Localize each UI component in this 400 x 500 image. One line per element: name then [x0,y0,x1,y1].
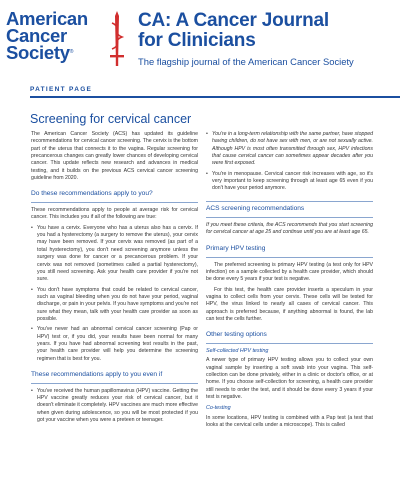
heading-rule [31,202,198,203]
section-heading-primary-hpv: Primary HPV testing [206,244,266,252]
list-item: • You've received the human papillomavirus (HPV) vaccine. Getting the HPV vaccine greatly reduces your risk of cervical cancer, but it doesn't eliminate it completely. HPV vaccines are much more effective when given during adolescence, so you will be most protected if you got your vaccine when you were a preteen or teenager. [31,388,198,425]
sword-caduceus-icon [109,11,125,67]
self-collected-paragraph: A newer type of primary HPV testing allows you to collect your own vaginal sample by inserting a soft swab into your vagina. This self-collection can be done privately, either in a clinic or doctor's office, or at home. If you choose self-collection for screening, a health care provider still needs to order the test, and it should be done every 3 years if your test is negative. [206,357,373,400]
right-column [206,131,373,432]
heading-rule [206,257,373,258]
heading-rule [206,201,373,202]
section-heading-even-if: These recommendations apply to you even if [31,370,163,378]
logo-line-3 [6,44,88,61]
journal-header [0,0,400,88]
logo-line-3-text: Society [6,42,70,63]
subheading-self-collected: Self-collected HPV testing [206,347,269,354]
logo-line-1: American [6,8,88,29]
journal-title-line-1: CA: A Cancer Journal [138,10,329,31]
acs-recommendation: If you meet these criteria, the ACS recommends that you start screening for cervical cancer at age 25 and continue until you are at least age 65. [206,222,373,236]
journal-title-line-2: for Clinicians [138,30,256,51]
heading-rule [31,383,198,384]
list-item: • You've never had an abnormal cervical cancer screening (Pap or HPV) test or, if you did, your results have been normal for many years. If you have had abnormal screening test results in the past, your health care provider will help you determine the screening regimen that is best for you. [31,326,198,363]
apply-intro: These recommendations apply to people at average risk for cervical cancer. This includes you if all of the following are true: [31,207,198,221]
list-item: • You're in a long-term relationship with the same partner, have stopped having children, do not have sex with men, or are not sexually active. Although HPV is most often transmitted through sex, HPV infections that cause cervical cancer can sometimes appear decades after you were first exposed. [206,131,373,168]
list-item: • You don't have symptoms that could be related to cervical cancer, such as vaginal bleeding when you do not have your period, vaginal discharge, or pain in your pelvis. If you have symptoms and you're not sure what they mean, talk with your health care provider as soon as possible. [31,287,198,324]
registered-mark: ® [69,49,74,55]
section-heading-acs: ACS screening recommendations [206,205,305,213]
section-heading-apply: Do these recommendations apply to you? [31,190,153,198]
logo-line-2: Cancer [6,25,67,46]
intro-paragraph: The American Cancer Society (ACS) has updated its guideline recommendations for cervical cancer screening. The cervix is the bottom part of the uterus that connects it to the vagina. Regular screening for precancerous changes can greatly lower chances of developing cervical cancer. This update reflects new research and advances in medical testing, and it builds on the previous ACS cervical cancer screening guideline from 2020. [31,131,198,182]
journal-title [138,11,329,51]
heading-rule [206,217,373,218]
section-heading-other: Other testing options [206,331,267,339]
hpv-paragraph-1: The preferred screening is primary HPV testing (a test only for HPV infection) on a sample collected by a health care provider, which should be done every 5 years if your test is negative. [206,261,373,283]
page-title: Screening for cervical cancer [30,112,192,126]
hpv-paragraph-2: For this test, the health care provider inserts a speculum in your vagina to collect cells from your cervix. These cells will be tested for HPV, the virus linked to nearly all cases of cervical cancer. This approach is preferred because, if anything abnormal is found, the lab can test the cells further. [206,286,373,322]
acs-logo[interactable] [6,10,126,80]
section-label: PATIENT PAGE [30,86,93,93]
heading-rule [206,343,373,344]
left-column [31,131,198,427]
co-testing-paragraph: In some locations, HPV testing is combined with a Pap test (a test that looks at the cervical cells under a microscope). This is called [206,414,373,429]
journal-subtitle: The flagship journal of the American Cancer Society [138,56,354,67]
section-divider [30,96,400,98]
logo-text [6,10,88,61]
list-item: • You're in menopause. Cervical cancer risk increases with age, so it's very important to keep screening through at least age 65 even if you don't have your period anymore. [206,171,373,193]
list-item: • You have a cervix. Everyone who has a uterus also has a cervix. If you had a hysterectomy (a surgery to remove the uterus), your cervix may have been removed. If your cervix was removed (as part of a total hysterectomy), you don't need screening anymore unless the surgery was done for cancer or a precancerous problem. If your cervix was not removed (sometimes called a partial hysterectomy), you still need screening. Ask your health care provider if you're not sure. [31,225,198,284]
subheading-co-testing: Co-testing [206,405,231,412]
